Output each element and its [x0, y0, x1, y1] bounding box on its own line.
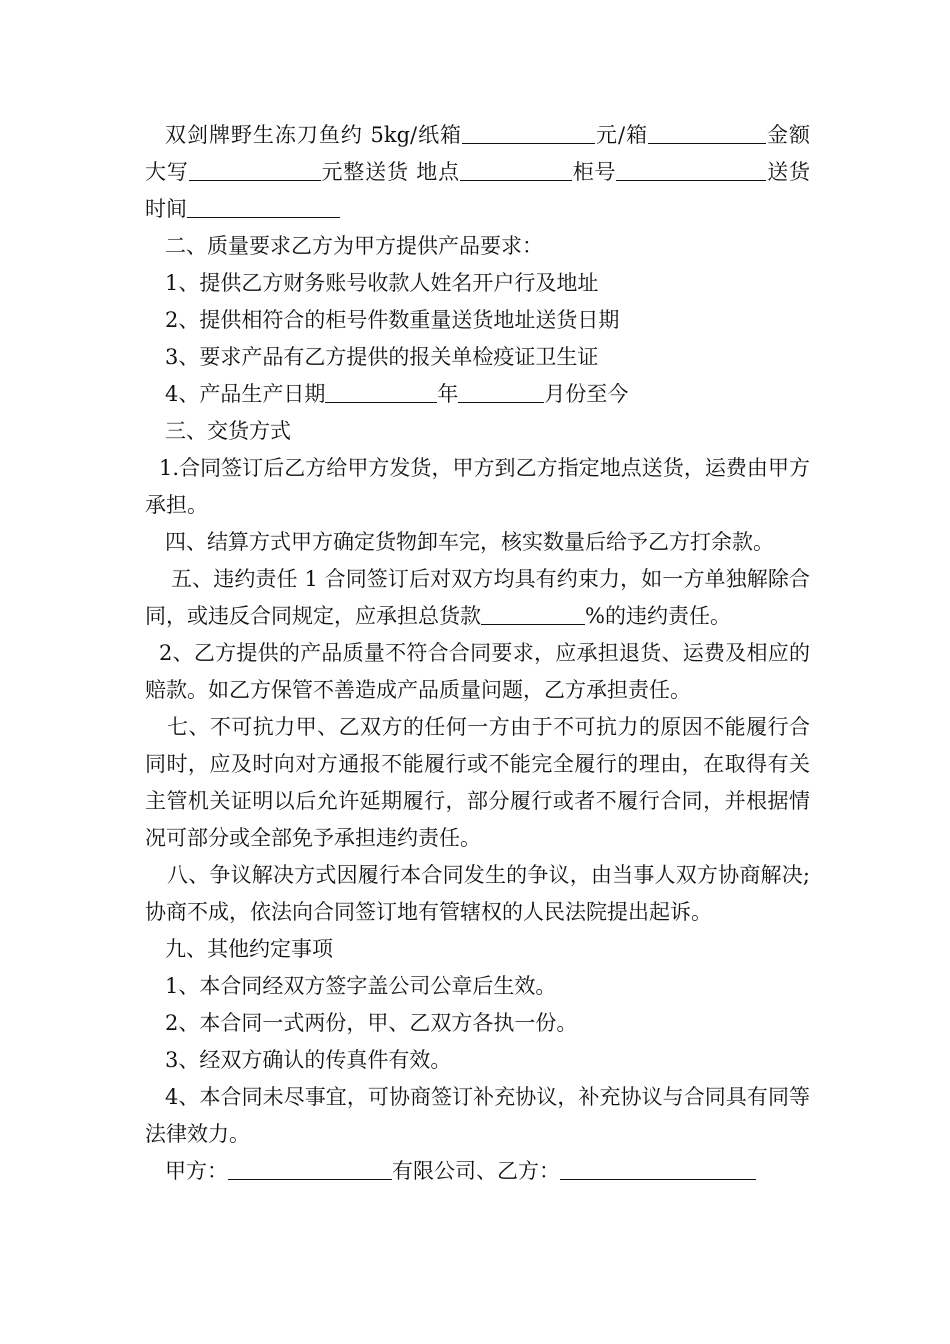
party-b-blank [560, 1157, 756, 1180]
paragraph-other-item-3: 3、经双方确认的传真件有效。 [165, 1048, 452, 1072]
party-b-label: 有限公司、乙方： [392, 1159, 560, 1183]
paragraph-dispute: 八、争议解决方式因履行本合同发生的争议，由当事人双方协商解决;协商不成，依法向合同签订地有管辖权的人民法院提出起诉。 [145, 863, 810, 924]
paragraph-quality-heading: 二、质量要求乙方为甲方提供产品要求： [165, 234, 543, 258]
month-blank [458, 380, 544, 403]
amount-blank [189, 158, 321, 181]
contract-body [145, 117, 810, 1190]
container-number-blank [616, 158, 766, 181]
quantity-blank [648, 121, 766, 144]
product-description: 双剑牌野生冻刀鱼约 5kg/纸箱 [165, 123, 463, 147]
paragraph-liability [145, 561, 810, 635]
party-a-blank [228, 1157, 392, 1180]
production-date-label: 4、产品生产日期 [165, 382, 326, 406]
paragraph-quality-item-2: 2、提供相符合的柜号件数重量送货地址送货日期 [165, 308, 620, 332]
delivery-time-label: 送货时间 [145, 160, 811, 221]
paragraph-quality-item-1: 1、提供乙方财务账号收款人姓名开户行及地址 [165, 271, 599, 295]
paragraph-force-majeure: 七、不可抗力甲、乙双方的任何一方由于不可抗力的原因不能履行合同时，应及时向对方通报不能履行或不能完全履行的理由，在取得有关主管机关证明以后允许延期履行，部分履行或者不履行合同，并根据情况可部分或全部免予承担违约责任。 [145, 715, 810, 850]
delivery-time-blank [187, 195, 340, 218]
paragraph-other-item-4: 4、本合同未尽事宜，可协商签订补充协议，补充协议与合同具有同等法律效力。 [145, 1085, 810, 1146]
paragraph-delivery-heading: 三、交货方式 [165, 419, 291, 443]
location-blank [460, 158, 572, 181]
paragraph-other-item-2: 2、本合同一式两份，甲、乙双方各执一份。 [165, 1011, 578, 1035]
year-label: 年 [437, 382, 459, 406]
paragraph-quality-item-4 [145, 376, 810, 413]
amount-label: 金额大写 [145, 123, 811, 184]
paragraph-settlement: 四、结算方式甲方确定货物卸车完，核实数量后给予乙方打余款。 [165, 530, 774, 554]
liability-text: 五、违约责任 1 合同签订后对双方均具有约束力，如一方单独解除合同，或违反合同规定，应承担总货款 [145, 567, 810, 628]
paragraph-product-info [145, 117, 810, 228]
party-a-label: 甲方： [165, 1159, 228, 1183]
month-label: 月份至今 [544, 382, 629, 406]
paragraph-quality-item-3: 3、要求产品有乙方提供的报关单检疫证卫生证 [165, 345, 599, 369]
year-blank [325, 380, 437, 403]
paragraph-liability-item-2: 2、乙方提供的产品质量不符合合同要求，应承担退货、运费及相应的赔款。如乙方保管不善造成产品质量问题，乙方承担责任。 [145, 641, 810, 702]
paragraph-other-heading: 九、其他约定事项 [165, 937, 333, 961]
container-number-label: 柜号 [571, 160, 617, 184]
paragraph-delivery-terms: 1.合同签订后乙方给甲方发货，甲方到乙方指定地点送货，运费由甲方承担。 [145, 456, 810, 517]
price-blank [462, 121, 595, 144]
delivery-location-label: 元整送货 地点 [320, 160, 460, 184]
paragraph-other-item-1: 1、本合同经双方签字盖公司公章后生效。 [165, 974, 557, 998]
penalty-percent-blank [481, 602, 585, 625]
paragraph-signatures [145, 1153, 810, 1190]
price-unit: 元/箱 [595, 123, 649, 147]
liability-suffix: %的违约责任。 [585, 604, 731, 628]
